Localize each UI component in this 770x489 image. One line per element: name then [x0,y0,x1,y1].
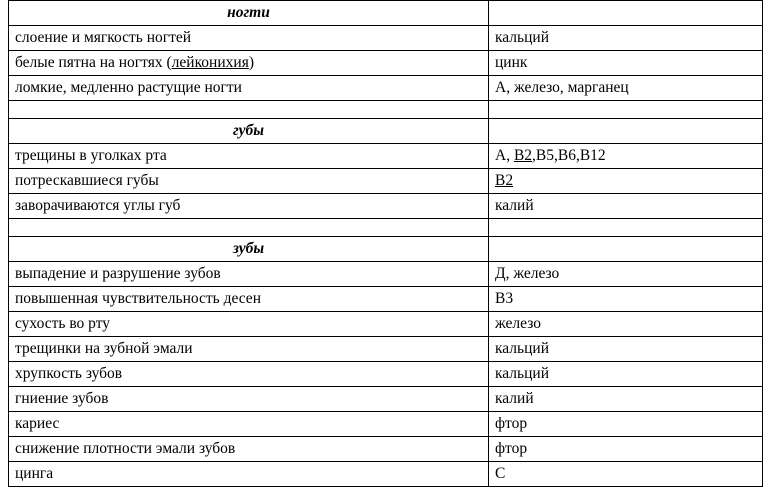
table-row [9,462,763,487]
symptom-cell: гниение зубов [9,387,489,412]
symptom-cell: снижение плотности эмали зубов [9,437,489,462]
symptom-cell: заворачиваются углы губ [9,194,489,219]
table-row [9,144,763,169]
symptom-cell: цинга [9,462,489,487]
section-header-label: зубы [9,237,489,262]
nutrient-cell: С [489,462,763,487]
nutrient-cell: А, В2,В5,В6,В12 [489,144,763,169]
nutrient-cell: кальций [489,26,763,51]
symptom-cell: ломкие, медленно растущие ногти [9,76,489,101]
nutrient-cell: А, железо, марганец [489,76,763,101]
nutrient-cell: кальций [489,337,763,362]
table-spacer-row [9,219,763,237]
table-row [9,51,763,76]
section-header-empty-cell [489,237,763,262]
table-row [9,387,763,412]
section-header-empty-cell [489,1,763,26]
nutrient-cell: кальций [489,362,763,387]
section-header-label: губы [9,119,489,144]
table-row [9,76,763,101]
section-header-row [9,119,763,144]
table-row [9,169,763,194]
table-row [9,362,763,387]
section-header-empty-cell [489,119,763,144]
nutrient-cell: фтор [489,412,763,437]
table-body [9,1,763,487]
underlined-term: В2 [513,147,533,164]
section-header-label: ногти [9,1,489,26]
nutrient-cell: железо [489,312,763,337]
nutrient-cell [489,169,763,194]
table-row [9,194,763,219]
table-row [9,26,763,51]
table-spacer-row [9,101,763,119]
nutrient-cell: калий [489,387,763,412]
symptom-cell: трещинки на зубной эмали [9,337,489,362]
table-row [9,287,763,312]
symptom-cell: слоение и мягкость ногтей [9,26,489,51]
nutrient-cell: фтор [489,437,763,462]
nutrient-cell: цинк [489,51,763,76]
underlined-term: В2 [495,172,514,189]
symptom-cell: кариес [9,412,489,437]
spacer-cell [9,101,489,119]
section-header-row [9,237,763,262]
section-header-row [9,1,763,26]
table-row [9,437,763,462]
table-row [9,337,763,362]
nutrient-cell: В3 [489,287,763,312]
symptom-cell: хрупкость зубов [9,362,489,387]
symptom-cell: белые пятна на ногтях (лейконихия) [9,51,489,76]
symptom-cell: повышенная чувствительность десен [9,287,489,312]
symptom-nutrient-table [8,0,763,487]
spacer-cell [489,219,763,237]
symptom-cell: трещины в уголках рта [9,144,489,169]
table-row [9,262,763,287]
spacer-cell [9,219,489,237]
symptom-cell: потрескавшиеся губы [9,169,489,194]
table-row [9,412,763,437]
nutrient-cell: Д, железо [489,262,763,287]
symptom-cell: выпадение и разрушение зубов [9,262,489,287]
table-row [9,312,763,337]
underlined-term: лейконихия [171,54,249,71]
symptom-cell: сухость во рту [9,312,489,337]
nutrient-cell: калий [489,194,763,219]
spacer-cell [489,101,763,119]
